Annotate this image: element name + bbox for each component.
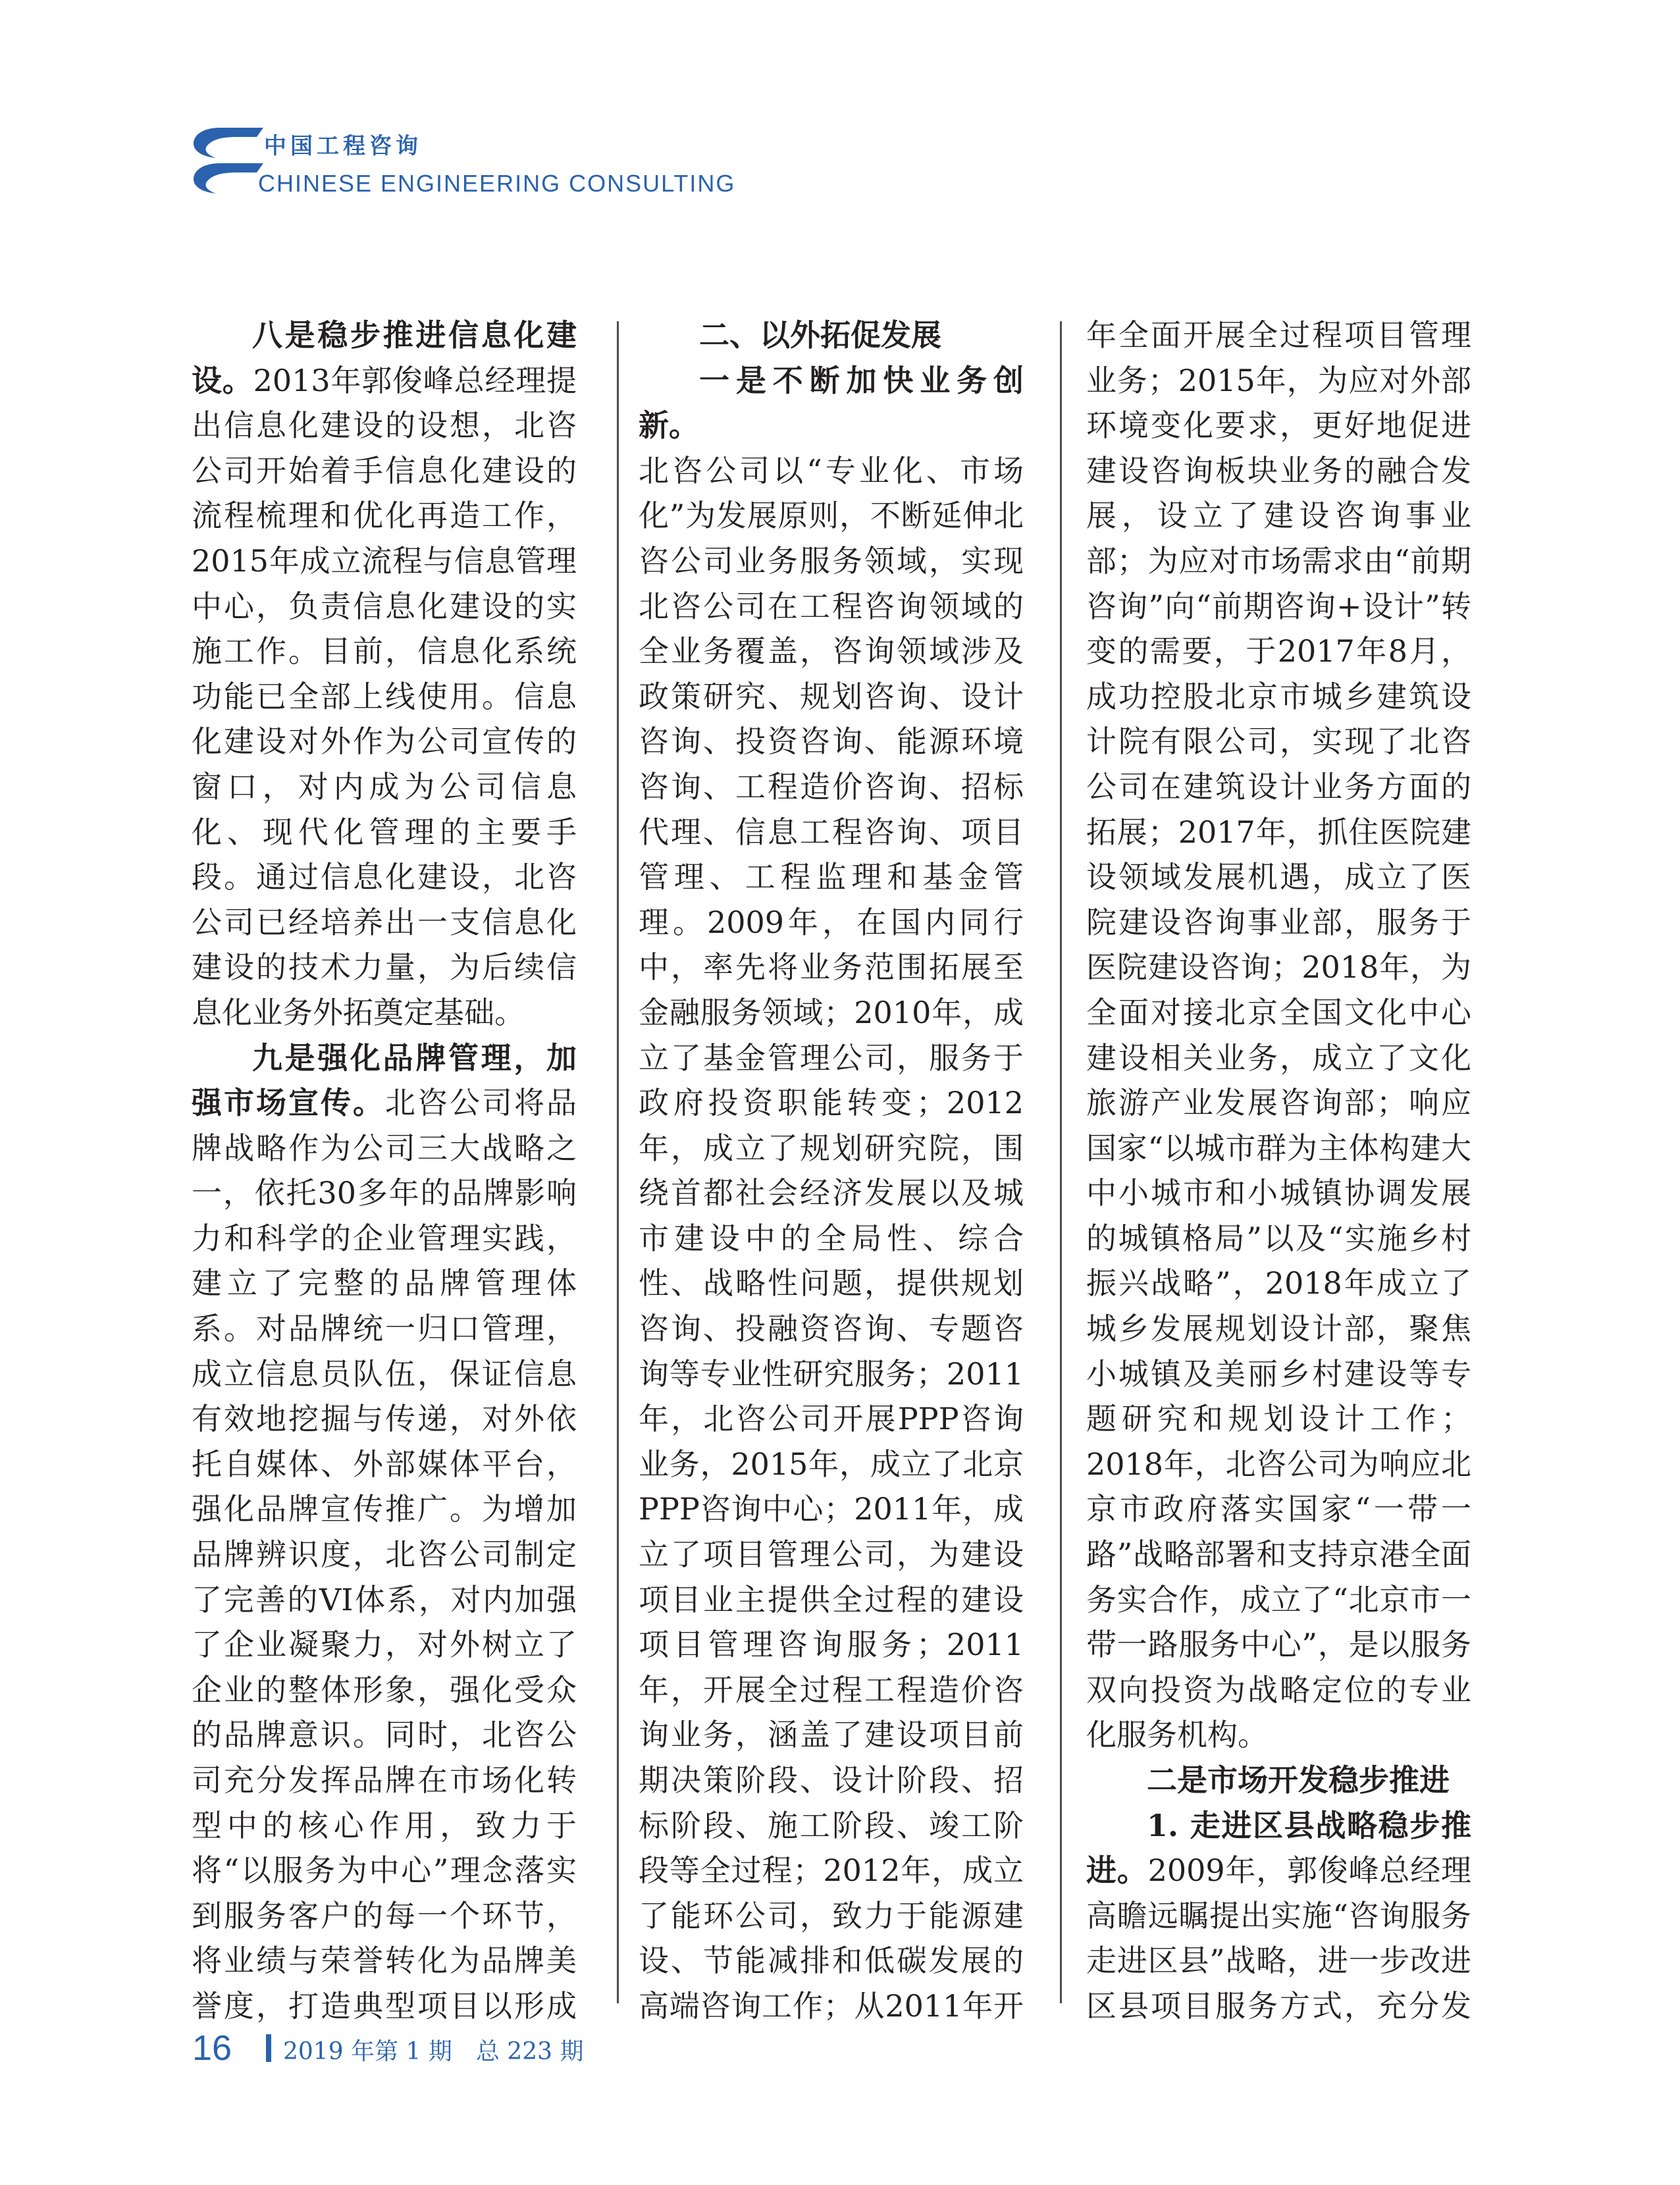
paragraph-informatization [192, 313, 577, 1036]
paragraph-lead: 1. 走进区县战略稳步推进。 [1086, 1807, 1471, 1889]
article-column-1 [192, 313, 577, 2024]
paragraph-body: 2013年郭俊峰总经理提出信息化建设的设想，北咨公司开始着手信息化建设的流程梳理和优化再造工作，2015年成立流程与信息管理中心，负责信息化建设的实施工作。目前，信息化系统功能已全部上线使用。信息化建设对外作为公司宣传的窗口，对内成为公司信息化、现代化管理的主要手段。通过信息化建设，北咨公司已经培养出一支信息化建设的技术力量，为后续信息化业务外拓奠定基础。 [192, 362, 577, 1030]
paragraph-business-innovation: 北咨公司以“专业化、市场化”为发展原则，不断延伸北咨公司业务服务领域，实现北咨公司在工程咨询领域的全业务覆盖，咨询领域涉及政策研究、规划咨询、设计咨询、投资咨询、能源环境咨询、工程造价咨询、招标代理、信息工程咨询、项目管理、工程监理和基金管理。2009年，在国内同行中，率先将业务范围拓展至金融服务领域；2010年，成立了基金管理公司，服务于政府投资职能转变；2012年，成立了规划研究院，围绕首都社会经济发展以及城市建设中的全局性、综合性、战略性问题，提供规划咨询、投融资咨询、专题咨询等专业性研究服务；2011年，北咨公司开展PPP咨询业务，2015年，成立了北京PPP咨询中心；2011年，成立了项目管理公司，为建设项目业主提供全过程的建设项目管理咨询服务；2011年，开展全过程工程造价咨询业务，涵盖了建设项目前期决策阶段、设计阶段、招标阶段、施工阶段、竣工阶段等全过程；2012年，成立了能环公司，致力于能源建设、节能减排和低碳发展的高端咨询工作；从2011年开 [639, 452, 1024, 2024]
paragraph-county-strategy [1086, 1803, 1471, 2024]
issue-info: 2019 年第 1 期 总 223 期 [283, 2038, 584, 2065]
subsection-heading: 二是市场开发稳步推进 [1147, 1762, 1450, 1798]
section-heading: 二、以外拓促发展 [699, 317, 941, 353]
paragraph-continued: 年全面开展全过程项目管理业务；2015年，为应对外部环境变化要求，更好地促进建设咨询板块业务的融合发展，设立了建设咨询事业部；为应对市场需求由“前期咨询”向“前期咨询+设计”转变的需要，于2017年8月，成功控股北京市城乡建筑设计院有限公司，实现了北咨公司在建筑设计业务方面的拓展；2017年，抓住医院建设领域发展机遇，成立了医院建设咨询事业部，服务于医院建设咨询；2018年，为全面对接北京全国文化中心建设相关业务，成立了文化旅游产业发展咨询部；响应国家“以城市群为主体构建大中小城市和小城镇协调发展的城镇格局”以及“实施乡村振兴战略”，2018年成立了城乡发展规划设计部，聚焦小城镇及美丽乡村建设等专题研究和规划设计工作；2018年，北咨公司为响应北京市政府落实国家“一带一路”战略部署和支持京港全面务实合作，成立了“北京市一带一路服务中心”，是以服务双向投资为战略定位的专业化服务机构。 [1086, 317, 1471, 1753]
article-column-2 [639, 313, 1024, 2024]
journal-title-en: CHINESE ENGINEERING CONSULTING [258, 170, 736, 197]
paragraph-lead: 八是稳步推进信息化建设。 [192, 317, 577, 398]
column-divider [1060, 321, 1062, 2003]
paragraph-brand-management [192, 1036, 577, 2025]
paragraph-lead: 九是强化品牌管理，加强市场宣传。 [192, 1040, 577, 1121]
page-number: 16 [192, 2028, 232, 2068]
paragraph-body: 2009年，郭俊峰总经理高瞻远瞩提出实施“咨询服务走进区县”战略，进一步改进区县项目服务方式，充分发 [1086, 1853, 1471, 2024]
journal-title-cn: 中国工程咨询 [264, 133, 422, 159]
article-column-3 [1086, 313, 1471, 2024]
subsection-heading: 一是不断加快业务创新。 [639, 362, 1024, 444]
footer-divider [266, 2034, 271, 2062]
journal-header [190, 122, 736, 201]
column-divider [617, 321, 619, 2003]
journal-logo-icon [190, 122, 269, 195]
paragraph-body: 北咨公司将品牌战略作为公司三大战略之一，依托30多年的品牌影响力和科学的企业管理实践，建立了完整的品牌管理体系。对品牌统一归口管理，成立信息员队伍，保证信息有效地挖掘与传递，对外依托自媒体、外部媒体平台，强化品牌宣传推广。为增加品牌辨识度，北咨公司制定了完善的VI体系，对内加强了企业凝聚力，对外树立了企业的整体形象，强化受众的品牌意识。同时，北咨公司充分发挥品牌在市场化转型中的核心作用，致力于将“以服务为中心”理念落实到服务客户的每一个环节，将业绩与荣誉转化为品牌美誉度，打造典型项目以形成 [192, 1085, 577, 2024]
